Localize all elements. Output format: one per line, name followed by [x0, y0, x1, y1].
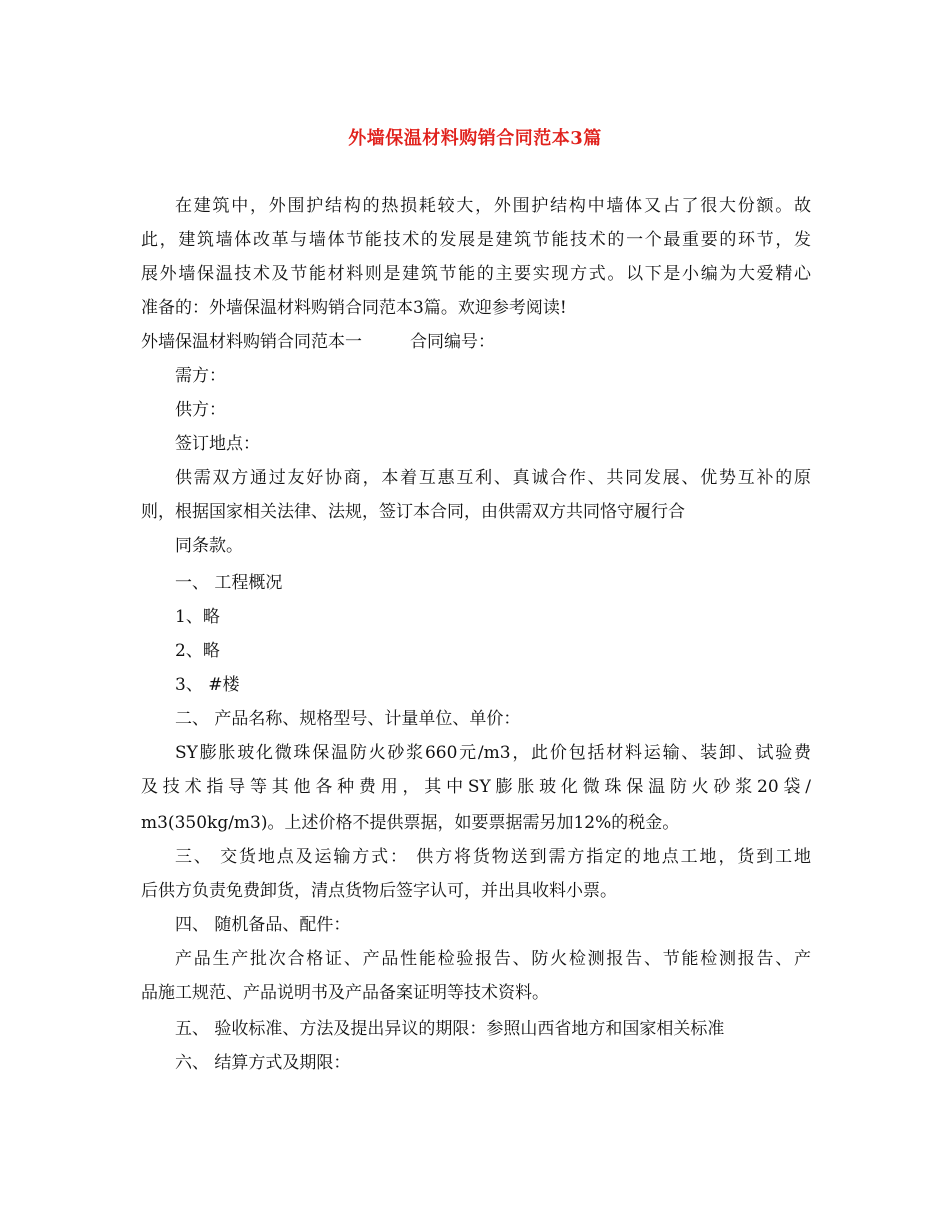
section3-line-1: 三、 交货地点及运输方式： 供方将货物送到需方指定的地点工地，货到工地 [175, 847, 811, 867]
section1-item-2: 2、略 [175, 641, 220, 661]
section5-heading: 五、 验收标准、方法及提出异议的期限：参照山西省地方和国家相关标准 [175, 1019, 725, 1039]
section2-line-3: m3(350kg/m3)。上述价格不提供票据，如要票据需另加12%的税金。 [141, 813, 680, 833]
demander-field: 需方： [175, 366, 226, 386]
contract-number-label: 合同编号： [410, 332, 495, 352]
section1-heading: 一、 工程概况 [175, 573, 283, 593]
document-title: 外墙保温材料购销合同范本3篇 [348, 128, 602, 149]
contract-heading-row [141, 331, 495, 353]
section2-line-2: 及技术指导等其他各种费用，其中SY膨胀玻化微珠保温防火砂浆20袋/ [141, 777, 811, 797]
preamble-line-3: 同条款。 [175, 536, 243, 556]
section2-heading: 二、 产品名称、规格型号、计量单位、单价： [175, 709, 521, 729]
preamble-line-1: 供需双方通过友好协商，本着互惠互利、真诚合作、共同发展、优势互补的原 [175, 468, 811, 488]
sign-place-field: 签订地点： [175, 434, 260, 454]
section1-item-1: 1、略 [175, 607, 220, 627]
intro-line-3: 展外墙保温技术及节能材料则是建筑节能的主要实现方式。以下是小编为大爱精心 [141, 264, 811, 284]
section2-line-1: SY膨胀玻化微珠保温防火砂浆660元/m3，此价包括材料运输、装卸、试验费 [175, 743, 811, 763]
section6-heading: 六、 结算方式及期限： [175, 1053, 351, 1073]
section3-line-2: 后供方负责免费卸货，清点货物后签字认可，并出具收料小票。 [141, 881, 617, 901]
intro-line-4: 准备的：外墙保温材料购销合同范本3篇。欢迎参考阅读! [141, 298, 567, 318]
section4-heading: 四、 随机备品、配件： [175, 915, 351, 935]
section4-line-1: 产品生产批次合格证、产品性能检验报告、防火检测报告、节能检测报告、产 [175, 949, 811, 969]
intro-line-1: 在建筑中，外围护结构的热损耗较大，外围护结构中墙体又占了很大份额。故 [175, 196, 811, 216]
section1-item-3: 3、 #楼 [175, 675, 240, 695]
contract-heading: 外墙保温材料购销合同范本一 [141, 332, 362, 352]
supplier-field: 供方： [175, 400, 226, 420]
preamble-line-2: 则，根据国家相关法律、法规，签订本合同，由供需双方共同恪守履行合 [141, 502, 685, 522]
section4-line-2: 品施工规范、产品说明书及产品备案证明等技术资料。 [141, 983, 549, 1003]
intro-line-2: 此，建筑墙体改革与墙体节能技术的发展是建筑节能技术的一个最重要的环节，发 [141, 230, 811, 250]
